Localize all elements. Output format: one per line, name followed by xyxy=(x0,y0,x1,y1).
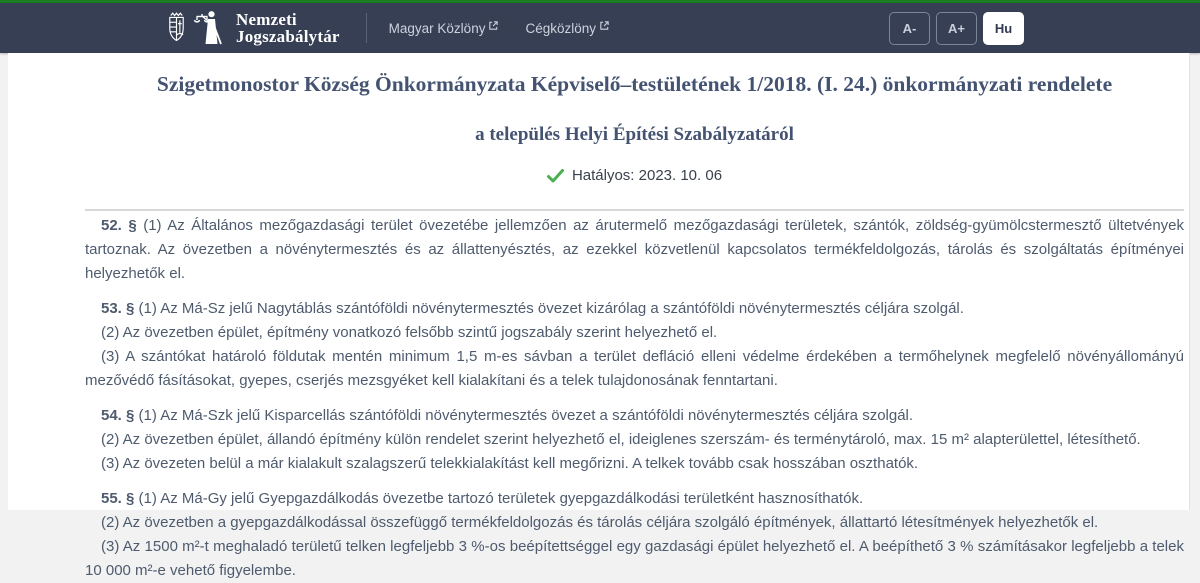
status-line xyxy=(85,167,1184,184)
section-paragraph: (3) Az 1500 m²-t meghaladó területű telken legfeljebb 3 %-os beépítettséggel egy gazdasági épület helyezhető el. A beépíthető 3 % számításakor legfeljebb a telek 10 000 m²-e vehető figyelembe. xyxy=(85,538,1184,579)
external-link-icon xyxy=(599,20,610,31)
section-number: 53. § xyxy=(101,300,139,317)
section-paragraph: (2) Az övezetben a gyepgazdálkodással összefüggő termékfeldolgozás és tárolás céljára szolgáló építmények, állattartó létesítmények helyezhetők el. xyxy=(101,514,1099,531)
check-icon xyxy=(547,169,564,183)
document-title: Szigetmonostor Község Önkormányzata Képviselő–testületének 1/2018. (I. 24.) önkormányzati rendelete xyxy=(156,72,1113,96)
section-paragraph: (3) Az övezeten belül a már kialakult szalagszerű telekkialakítást kell megőrizni. A telkek tovább csak hosszában oszthatók. xyxy=(101,455,919,472)
header-nav xyxy=(389,21,610,36)
link-label: Magyar Közlöny xyxy=(388,20,486,36)
external-link-icon xyxy=(488,20,499,31)
content-divider xyxy=(85,209,1184,211)
app-header xyxy=(0,3,1200,53)
section-paragraph: (3) A szántókat határoló földutak mentén minimum 1,5 m-es sávban a terület defláció elleni védelme érdekében a termőhelynek megfelelő növényállományú mezővédő fásításokat, gyepes, cserjés mezsgyéket kell kialakítani és a telek tulajdonosának fenntartani. xyxy=(85,348,1184,389)
lady-justice-icon xyxy=(194,10,224,46)
section-number: 55. § xyxy=(101,490,139,507)
section-number: 52. § xyxy=(101,217,144,234)
brand-logo[interactable] xyxy=(165,10,340,46)
font-increase-button[interactable]: A+ xyxy=(936,12,977,45)
font-decrease-button[interactable]: A- xyxy=(889,12,930,45)
document-body xyxy=(85,214,1184,583)
section-paragraph: 54. § (1) Az Má-Szk jelű Kisparcellás szántóföldi növénytermesztés övezet a szántóföldi növénytermesztés céljára szolgál. xyxy=(101,407,914,424)
link-label: Cégközlöny xyxy=(525,20,596,36)
content-card xyxy=(8,53,1190,579)
section-paragraph: (2) Az övezetben épület, állandó építmény külön rendelet szerint helyezhető el, ideiglenes szerszám- és terménytároló, max. 15 m² alapterülettel, létesíthető. xyxy=(101,431,1141,448)
section-paragraph: 52. § (1) Az Általános mezőgazdasági terület övezetébe jellemzően az árutermelő mezőgazdasági területek, szántók, zöldség-gyümölcstermesztő ültetvények tartoznak. Az övezetben a növénytermesztés és az állattenyésztés, az ezekkel közvetlenül kapcsolatos termékfeldolgozás, tárolás és szolgáltatás építményei helyezhetők el. xyxy=(85,217,1185,282)
section-paragraph: 55. § (1) Az Má-Gy jelű Gyepgazdálkodás övezetbe tartozó területek gyepgazdálkodási területként hasznosíthatók. xyxy=(101,490,864,507)
section-paragraph: 53. § (1) Az Má-Sz jelű Nagytáblás szántóföldi növénytermesztés övezet kizárólag a szántóföldi növénytermesztés céljára szolgál. xyxy=(101,300,964,317)
status-label: Hatályos: 2023. 10. 06 xyxy=(571,167,723,184)
link-cegkozlony[interactable] xyxy=(525,21,610,36)
coat-of-arms-icon xyxy=(165,11,188,45)
section-paragraph: (2) Az övezetben épület, építmény vonatkozó felsőbb szintű jogszabály szerint helyezhető el. xyxy=(101,324,718,341)
section-number: 54. § xyxy=(101,407,139,424)
link-magyar-kozlony[interactable] xyxy=(389,21,500,36)
header-divider xyxy=(366,13,367,43)
brand-name-line2: Jogszabálytár xyxy=(236,27,340,46)
document-subtitle: a település Helyi Építési Szabályzatáról xyxy=(475,124,794,145)
header-controls xyxy=(889,12,1024,45)
brand-name-line1: Nemzeti xyxy=(236,10,297,29)
language-button[interactable]: Hu xyxy=(983,12,1024,45)
